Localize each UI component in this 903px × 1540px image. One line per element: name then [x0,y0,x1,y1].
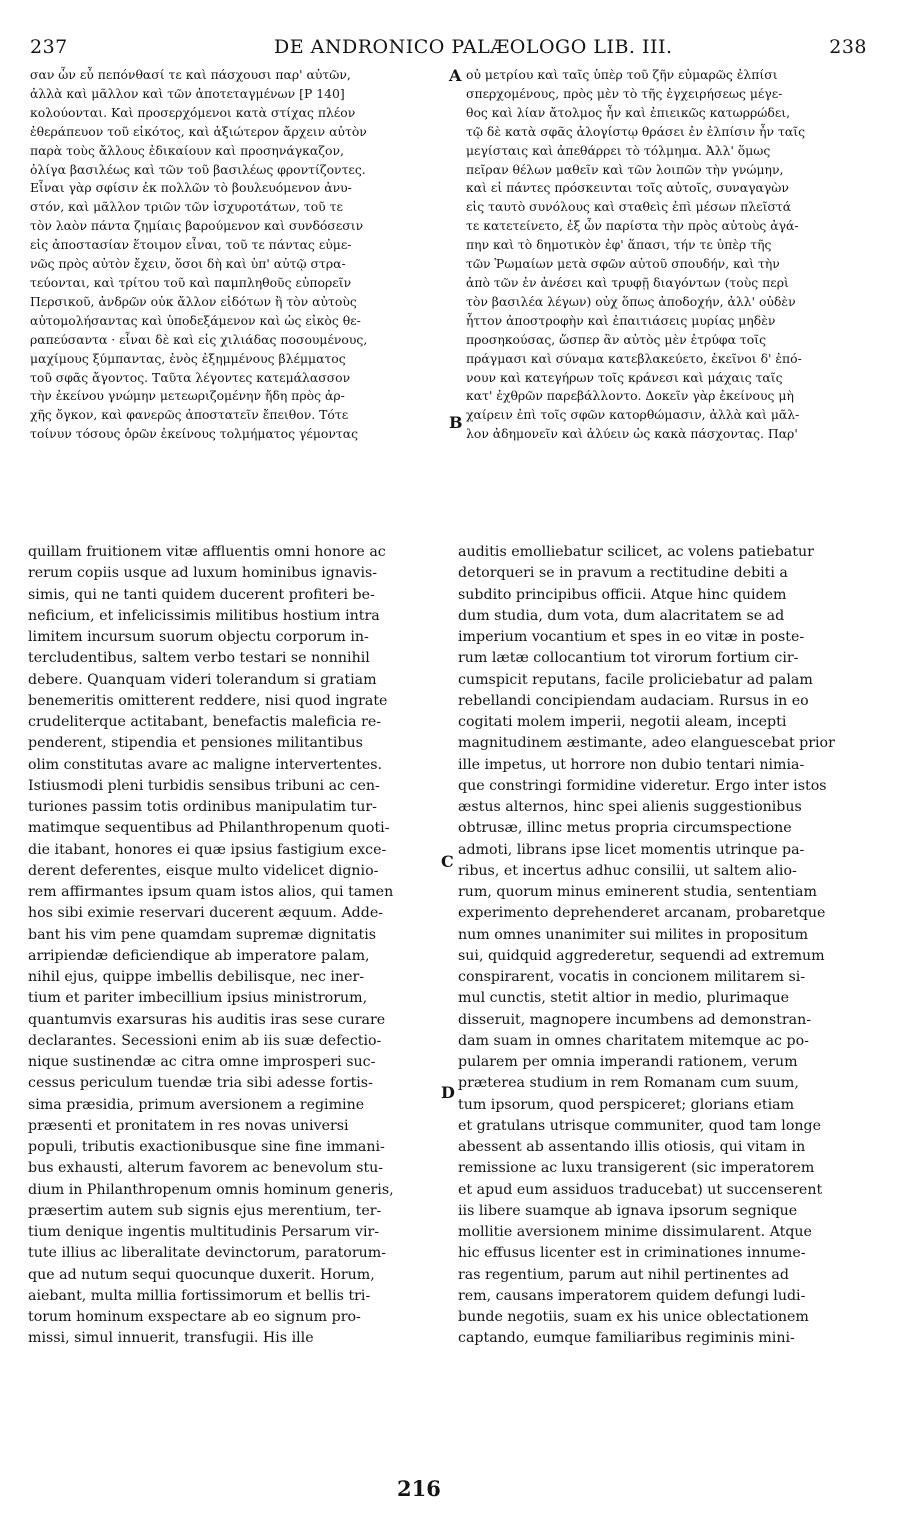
text-line: λον ἀδημονεῖν καὶ ἀλύειν ὡς κακὰ πάσχοντας. Παρ' [466,426,798,442]
text-line: χαίρειν ἐπὶ τοῖς σφῶν κατορθώμασιν, ἀλλὰ καὶ μᾶλ- [466,407,800,423]
text-line: obtrusæ, illinc metus propria circumspectione [458,820,792,837]
text-line: arripiendæ deficiendique ab imperatore palam, [28,947,370,964]
text-line: quantumvis exarsuras his auditis iras sese curare [28,1011,386,1028]
text-line: quillam fruitionem vitæ affluentis omni honore ac [28,544,386,560]
text-line: ἧττον ἀποστροφὴν καὶ ἐπαιτιάσεις μυρίας μηδὲν [466,312,776,328]
text-line: que constringi formidine videretur. Ergo inter istos [458,777,827,794]
text-line: penderent, stipendia et pensiones militantibus [28,735,363,752]
text-line: dum studia, dum vota, dum alacritatem se ad [458,607,785,624]
text-line: nique sustinendæ ac citra omne improsperi suc- [28,1054,376,1070]
text-line: iis libere suamque ab ignava ipsorum segnique [458,1202,798,1219]
text-line: que ad nutum sequi quocunque duxerit. Horum, [28,1266,375,1283]
text-line: ille impetus, ut horrore non dubio tentari nimia- [458,756,805,773]
text-line: captando, eumque familiaribus regiminis mini- [458,1330,795,1347]
text-line: τοῦ σφᾶς ἄγοντος. Ταῦτα λέγοντες κατεμάλασσον [30,369,351,385]
text-line: rum lætæ collocantium tot virorum fortium cir- [458,650,799,667]
latin-column-left [28,542,444,1512]
text-line: κατ' ἐχθρῶν παρεβάλλοντο. Δοκεῖν γὰρ ἐκείνους μὴ [466,388,794,404]
text-line: rum, quorum minus eminerent studia, sententiam [458,884,817,900]
text-line: νῶς πρὸς αὐτὸν ἔχειν, ὅσοι δὴ καὶ ὑπ' αὐτῷ στρα- [30,256,346,272]
text-line: hic effusus licenter est in criminationes innume- [458,1245,806,1262]
text-line: tute illius ac liberalitate devinctorum, paratorum- [28,1245,387,1262]
text-line: tium denique ingentis multitudinis Persarum vir- [28,1224,380,1240]
text-line: populi, tributis exactionibusque sine fine immani- [28,1139,385,1155]
text-line: θος καὶ λίαν ἄτολμος ἦν καὶ ἐπιεικῶς κατωρρώδει, [466,104,791,120]
text-line: sui, quidquid aggrederetur, sequendi ad extremum [458,947,825,964]
text-line: conspirarent, vocatis in concionem militarem si- [458,969,806,985]
text-line: præsertim autem sub signis ejus merentium, ter- [28,1202,382,1219]
text-line: τὸν λαὸν πάντα ζημίαις βαρούμενον καὶ συνδόσεσιν [30,218,364,234]
text-line: ὀλίγα βασιλέως καὶ τῶν τοῦ βασιλέως φροντίζοντες. [30,161,366,177]
text-line: πην καὶ τὸ δημοτικὸν ἐφ' ἅπασι, τήν τε ὑπὲρ τῆς [466,237,772,253]
text-line: mul cunctis, stetit altior in medio, plurimaque [458,990,790,1007]
text-line: ras regentium, parum aut nihil pertinentes ad [458,1266,789,1283]
text-line: αὐτομολήσαντας καὶ ὑποδεξάμενον καὶ ὡς εἰκὸς θε- [30,312,361,328]
text-line: neficium, et infelicissimis militibus hostium intra [28,607,380,624]
text-line: benemeritis omitterent reddere, nisi quod ingrate [28,692,388,709]
footer-page-number: 216 [397,1476,441,1501]
text-line: turiones passim totis ordinibus manipulatim tur- [28,799,377,815]
text-line: πεῖραν θέλων μαθεῖν καὶ τῶν λοιπῶν τὴν γνώμην, [466,161,784,177]
text-line: derent deferentes, eisque multo videlicet dignio- [28,862,379,879]
text-line: detorqueri se in pravum a rectitudine debiti a [458,565,788,582]
text-line: præsenti et pronitatem in res novas universi [28,1117,349,1134]
text-line: num omnes unanimiter sui milites in propositum [458,926,809,943]
text-line: χῆς ὄγκον, καὶ φανερῶς ἀποστατεῖν ἔπειθον. Τότε [30,407,349,423]
text-line: τὴν ἐκείνου γνώμην μετεωριζομένην ἤδη πρὸς ἀρ- [30,388,345,404]
margin-marker-c: C [441,852,454,871]
running-title: DE ANDRONICO PALÆOLOGO LIB. III. [274,36,673,58]
text-line: simis, qui ne tanti quidem ducerent profiteri be- [28,586,375,603]
text-line: torum hominum exspectare ab eo signum pro- [28,1309,361,1325]
text-line: abessent ab assentando illis otiosis, qui vitam in [458,1139,806,1155]
page-number-left: 237 [30,36,68,58]
text-line: στόν, καὶ μᾶλλον τριῶν τῶν ἰσχυροτάτων, τοῦ τε [30,199,343,215]
text-line: missi, simul innuerit, transfugii. His ille [28,1330,314,1347]
text-line: bunde negotiis, suam ex his unice oblectationem [458,1309,809,1325]
text-line: τῷ δὲ κατὰ σφᾶς ἀλογίστῳ θράσει ἐν ἐλπίσιν ἦν ταῖς [466,123,806,139]
text-line: olim constitutas avare ac maligne intervertentes. [28,756,383,773]
text-line: ραπεύσαντα · εἶναι δὲ καὶ εἰς χιλιάδας ποσουμένους, [30,331,368,347]
text-line: ribus, et incertus adhuc consilii, ut saltem alio- [458,862,797,879]
text-line: tercludentibus, saltem verbo testari se nonnihil [28,650,370,667]
text-line: nihil ejus, quippe imbellis debilisque, nec iner- [28,969,365,985]
text-line: bant his vim pene quamdam supremæ dignitatis [28,926,377,943]
text-line: disseruit, magnopere incumbens ad demonstran- [458,1011,812,1028]
text-line: matimque sequentibus ad Philanthropenum quoti- [28,820,390,837]
text-line: mollitie aversionem minime dissimularent. Atque [458,1224,812,1240]
text-line: rerum copiis usque ad luxum hominibus ignavis- [28,565,378,582]
text-line: τοίνυν τόσους ὁρῶν ἐκείνους τολμήματος γέμοντας [30,426,359,442]
text-line: προσηκούσας, ὥσπερ ἂν αὐτὸς μὲν ἐτρύφα τοῖς [466,331,767,347]
text-line: æstus alternos, hinc spei alienis suggestionibus [458,799,802,815]
text-line: ἀπὸ τῶν ἐν ἀνέσει καὶ τρυφῇ διαγόντων (τοὺς περὶ [466,274,789,290]
text-line: præterea studium in rem Romanam cum suum, [458,1075,799,1092]
text-line: Εἶναι γὰρ σφίσιν ἐκ πολλῶν τὸ βουλευόμενον ἀνυ- [30,180,352,196]
text-line: Περσικοῦ, ἀνδρῶν οὐκ ἄλλον εἰδότων ἢ τὸν αὐτοὺς [30,293,357,309]
text-line: dam suam in omnes charitatem mitemque ac po- [458,1032,809,1049]
text-line: admoti, librans ipse licet momentis utrinque pa- [458,841,805,858]
text-line: rem, causans imperatorem quidem defungi ludi- [458,1287,806,1304]
margin-marker-b: B [449,413,463,432]
text-line: οὐ μετρίου καὶ ταῖς ὑπὲρ τοῦ ζῆν εὐμαρῶς ἐλπίσι [466,67,778,82]
text-line: ἐθεράπευον τοῦ εἰκότος, καὶ ἀξιώτερον ἄρχειν αὐτὸν [30,123,367,139]
text-line: μαχίμους ξύμπαντας, ἑνὸς ἐξημμένους βλέμματος [30,350,346,366]
text-line: εἰς ταυτὸ συνόλους καὶ σταθεὶς ἐπὶ μέσων πλεῖστά [466,199,792,215]
text-line: cogitati molem imperii, negotii aleam, incepti [458,714,787,730]
text-line: magnitudinem æstimante, adeo elanguescebat prior [458,735,835,752]
running-header [0,36,903,60]
text-line: bus exhausti, alterum favorem ac benevolum stu- [28,1160,384,1177]
text-line: remissione ac luxu transigerent (sic imperatorem [458,1160,815,1177]
page-number-right: 238 [829,36,867,58]
text-line: auditis emolliebatur scilicet, ac volens patiebatur [458,544,814,560]
text-line: et gratulans utrisque communiter, quod tam longe [458,1117,821,1134]
text-line: σπερχομένους, πρὸς μὲν τὸ τῆς ἐγχειρήσεως μέγε- [466,85,783,101]
text-line: cumspicit reputans, facile proliciebatur ad palam [458,671,813,688]
text-line: subdito principibus officii. Atque hinc quidem [458,586,787,603]
text-line: hos sibi eximie reservari ducerent æquum. Adde- [28,905,384,922]
text-line: τε κατετείνετο, ἐξ ὧν παρίστα τὴν πρὸς αὐτοὺς ἀγά- [466,218,799,234]
text-line: rebellandi concipiendam audaciam. Rursus in eo [458,692,809,709]
text-line: rem affirmantes ipsum quam istos alios, qui tamen [28,884,394,900]
text-line: aiebant, multa millia fortissimorum et bellis tri- [28,1287,371,1304]
greek-column-right [466,66,872,528]
text-line: imperium vocantium et spes in eo vitæ in poste- [458,629,805,645]
text-line: τὸν βασιλέα λέγων) οὐχ ὅπως ἀποδοχήν, ἀλλ' οὐδὲν [466,293,796,309]
text-line: τῶν Ῥωμαίων μετὰ σφῶν αὐτοῦ σπουδήν, καὶ τὴν [466,256,780,272]
text-line: καὶ εἰ πάντες πρόσκεινται τοῖς αὐτοῖς, συναγαγὼν [466,180,789,196]
text-line: tium et pariter imbecillium ipsius ministrorum, [28,990,368,1007]
text-line: pularem per omnia imperandi rationem, verum [458,1054,798,1070]
margin-marker-a: A [449,66,462,85]
text-line: Istiusmodi pleni turbidis sensibus tribuni ac cen- [28,777,380,794]
text-line: κολούονται. Καὶ προσερχόμενοι κατὰ στίχας πλέον [30,104,356,120]
text-line: crudeliterque actitabant, benefactis maleficia re- [28,714,382,730]
text-line: νουν καὶ κατεγήρων τοῖς κράνεσι καὶ μάχαις ταῖς [466,369,783,385]
text-line: die itabant, honores ei quæ ipsius fastigium exce- [28,841,387,858]
greek-column-left [30,66,444,528]
text-line: παρὰ τοὺς ἄλλους ἐδικαίουν καὶ προσηνάγκαζον, [30,142,344,158]
margin-marker-d: D [441,1083,455,1102]
text-line: σαν ὧν εὖ πεπόνθασί τε καὶ πάσχουσι παρ' αὐτῶν, [30,67,351,82]
text-line: experimento deprehenderet arcanam, probaretque [458,905,826,922]
text-line: τεύονται, καὶ τρίτου τοῦ καὶ παμπληθοῦς εὐπορεῖν [30,274,352,290]
text-line: sima præsidia, primum aversionem a regimine [28,1096,365,1113]
text-line: tum ipsorum, quod perspiceret; glorians etiam [458,1096,795,1113]
text-line: ἀλλὰ καὶ μᾶλλον καὶ τῶν ἀποτεταγμένων [P 140] [30,85,345,101]
text-line: πράγμασι καὶ σύναμα κατεβλακεύετο, ἐκεῖνοι δ' ἐπό- [466,350,802,366]
text-line: dium in Philanthropenum omnis hominum generis, [28,1181,394,1198]
latin-column-right [458,542,878,1512]
text-line: cessus periculum tuendæ tria sibi adesse fortis- [28,1075,373,1092]
text-line: debere. Quanquam videri tolerandum si gratiam [28,671,377,688]
text-line: declarantes. Secessioni enim ab iis suæ defectio- [28,1032,382,1049]
text-line: μεγίσταις καὶ ἀπεθάρρει τὸ τόλμημα. Ἀλλ' ὅμως [466,142,771,158]
text-line: εἰς ἀποστασίαν ἕτοιμον εἶναι, τοῦ τε πάντας εὐμε- [30,237,352,253]
text-line: et apud eum assiduos traducebat) ut succenserent [458,1181,823,1198]
text-line: limitem incursum suorum objectu corporum in- [28,629,369,645]
